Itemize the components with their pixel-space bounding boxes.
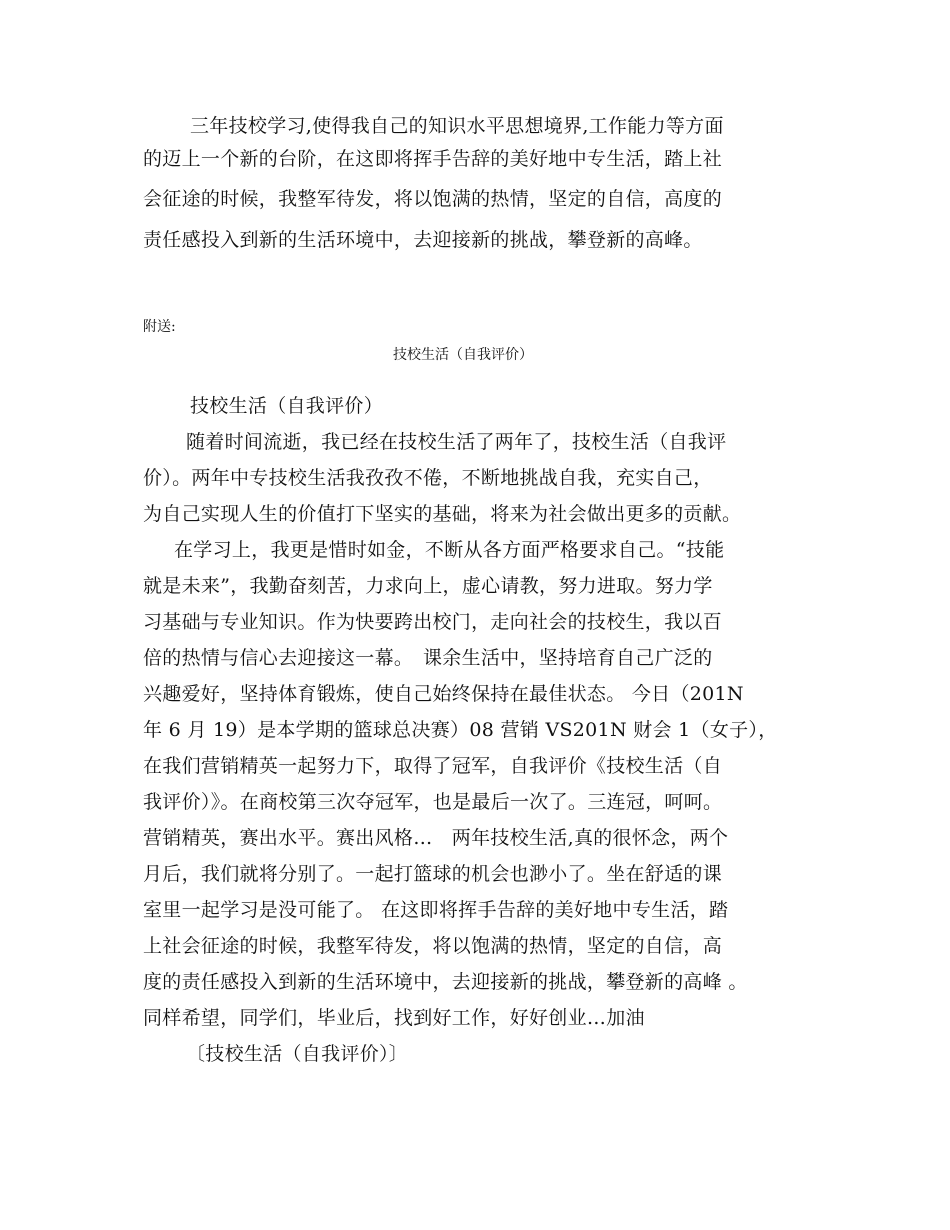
closing-title: 〔技校生活（自我评价）〕 — [186, 1043, 409, 1065]
body-line-1: 随着时间流逝，我已经在技校生活了两年了，技校生活（自我评 — [186, 431, 727, 453]
body-line-13: 月后，我们就将分别了。一起打篮球的机会也渺小了。坐在舒适的课 — [143, 863, 723, 885]
body-line-3: 为自己实现人生的价值打下坚实的基础，将来为社会做出更多的贡献。 — [143, 503, 742, 525]
body-line-4: 在学习上，我更是惜时如金，不断从各方面严格要求自己。“技能 — [174, 539, 725, 561]
body-line-6: 习基础与专业知识。作为快要跨出校门，走向社会的技校生，我以百 — [143, 611, 723, 633]
appendix-label: 附送: — [143, 319, 176, 335]
intro-line-2: 的迈上一个新的台阶，在这即将挥手告辞的美好地中专生活，踏上社 — [143, 148, 723, 170]
intro-line-4: 责任感投入到新的生活环境中，去迎接新的挑战，攀登新的高峰。 — [143, 229, 703, 251]
body-line-10: 在我们营销精英一起努力下，取得了冠军，自我评价《技校生活（自 — [143, 755, 723, 777]
body-line-5: 就是未来”，我勤奋刻苦，力求向上，虚心请教，努力进取。努力学 — [143, 575, 713, 597]
body-line-9: 年 6 月 19）是本学期的篮球总决赛）08 营销 VS201N 财会 1（女子）， — [143, 719, 778, 741]
body-line-7: 倍的热情与信心去迎接这一幕。 课余生活中，坚持培育自己广泛的 — [143, 647, 713, 669]
body-line-2: 价）。两年中专技校生活我孜孜不倦，不断地挑战自我，充实自己， — [143, 467, 713, 489]
body-line-12: 营销精英，赛出水平。赛出风格… 两年技校生活,真的很怀念，两个 — [143, 827, 729, 849]
intro-line-3: 会征途的时候，我整军待发，将以饱满的热情，坚定的自信，高度的 — [143, 188, 723, 210]
body-line-14: 室里一起学习是没可能了。 在这即将挥手告辞的美好地中专生活，踏 — [143, 899, 729, 921]
body-line-15: 上社会征途的时候，我整军待发，将以饱满的热情，坚定的自信，高 — [143, 935, 723, 957]
body-line-8: 兴趣爱好，坚持体育锻炼，使自己始终保持在最佳状态。 今日（201N — [143, 683, 744, 705]
article-title: 技校生活（自我评价） — [190, 395, 384, 417]
body-line-11: 我评价）》。在商校第三次夺冠军，也是最后一次了。三连冠，呵呵。 — [143, 791, 723, 813]
body-line-17: 同样希望，同学们，毕业后，找到好工作，好好创业…加油 — [143, 1007, 645, 1029]
body-line-16: 度的责任感投入到新的生活环境中，去迎接新的挑战，攀登新的高峰 。 — [143, 971, 748, 993]
center-title: 技校生活（自我评价） — [393, 347, 533, 363]
intro-line-1: 三年技校学习,使得我自己的知识水平思想境界,工作能力等方面 — [190, 115, 724, 137]
